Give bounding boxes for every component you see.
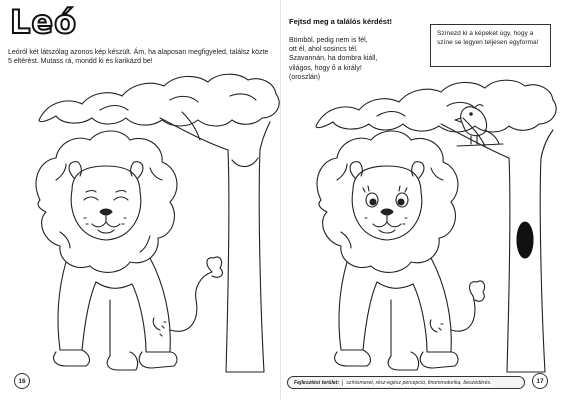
riddle-line: ott él, ahol sosincs tél. [289,46,358,54]
right-page [281,0,562,400]
tree-illustration [39,74,279,372]
footer-label: Fejlesztési terület: [294,379,340,386]
lion-body-left [36,131,222,370]
development-area-footer [287,376,525,389]
riddle-line: Szavannán, ha dombra kiáll, [289,55,378,63]
page-number-right: 17 [532,373,548,389]
instructions-text: Leóról két látszólag azonos kép készült. Ám, ha alaposan megfigyeled, találsz közte 5 eltérést. Mutass rá, mondd ki és karikázd be! [8,49,269,65]
riddle-answer: (oroszlán) [289,73,321,81]
riddle-text [289,36,439,82]
coloring-instruction-box: Színezd ki a képeket úgy, hogy a színe se legyen teljesen egyforma! [430,24,551,67]
tree-illustration [316,80,556,372]
riddle-line: Bömböl, pedig nem is fél, [289,37,368,44]
footer-text: színismeret, rész-egész percepció, finommotorika, beszédérés. [342,380,491,386]
page-number-left: 16 [14,373,30,389]
riddle-heading: Fejtsd meg a találós kérdést! [289,17,392,26]
lion-body-right [317,131,485,370]
bird-icon [455,105,503,146]
page-title: Leó [10,3,78,41]
riddle-line: világos, hogy ő a király! [289,64,362,72]
